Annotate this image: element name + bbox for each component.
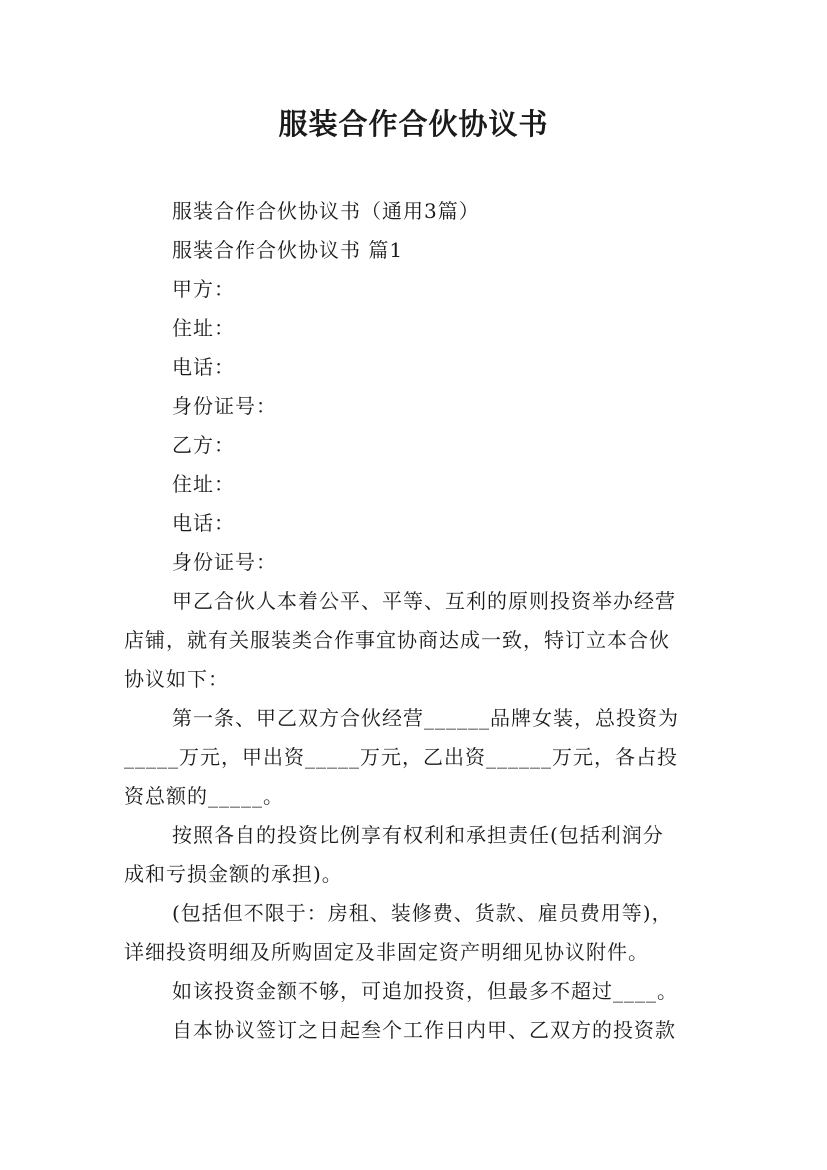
paragraph-line: 详细投资明细及所购固定及非固定资产明细见协议附件。 (124, 940, 649, 964)
party-a-id-label: 身份证号： (172, 394, 277, 418)
paragraph-line: 资总额的_____。 (124, 784, 284, 808)
party-b-phone-label: 电话： (172, 511, 235, 535)
party-a-address-label: 住址： (172, 316, 235, 340)
paragraph-line: 按照各自的投资比例享有权利和承担责任(包括利润分 (172, 823, 664, 847)
paragraph-line: _____万元，甲出资_____万元，乙出资______万元，各占投 (124, 745, 678, 769)
paragraph-line: (包括但不限于：房租、装修费、货款、雇员费用等)， (172, 901, 673, 925)
section-heading: 服装合作合伙协议书 篇1 (172, 238, 404, 262)
party-a-phone-label: 电话： (172, 355, 235, 379)
paragraph-line: 第一条、甲乙双方合伙经营______品牌女装，总投资为 (172, 706, 679, 730)
paragraph-line: 甲乙合伙人本着公平、平等、互利的原则投资举办经营 (172, 589, 676, 613)
party-b-address-label: 住址： (172, 472, 235, 496)
subtitle-line: 服装合作合伙协议书（通用3篇） (172, 199, 480, 223)
party-b-label: 乙方： (172, 433, 235, 457)
party-a-label: 甲方： (172, 277, 235, 301)
paragraph-line: 自本协议签订之日起叁个工作日内甲、乙双方的投资款 (172, 1018, 676, 1042)
paragraph-line: 成和亏损金额的承担)。 (124, 862, 343, 886)
paragraph-line: 店铺，就有关服装类合作事宜协商达成一致，特订立本合伙 (124, 628, 670, 652)
party-b-id-label: 身份证号： (172, 550, 277, 574)
paragraph-line: 协议如下： (124, 667, 229, 691)
document-title: 服装合作合伙协议书 (278, 107, 549, 141)
paragraph-line: 如该投资金额不够，可追加投资，但最多不超过____。 (172, 979, 678, 1003)
